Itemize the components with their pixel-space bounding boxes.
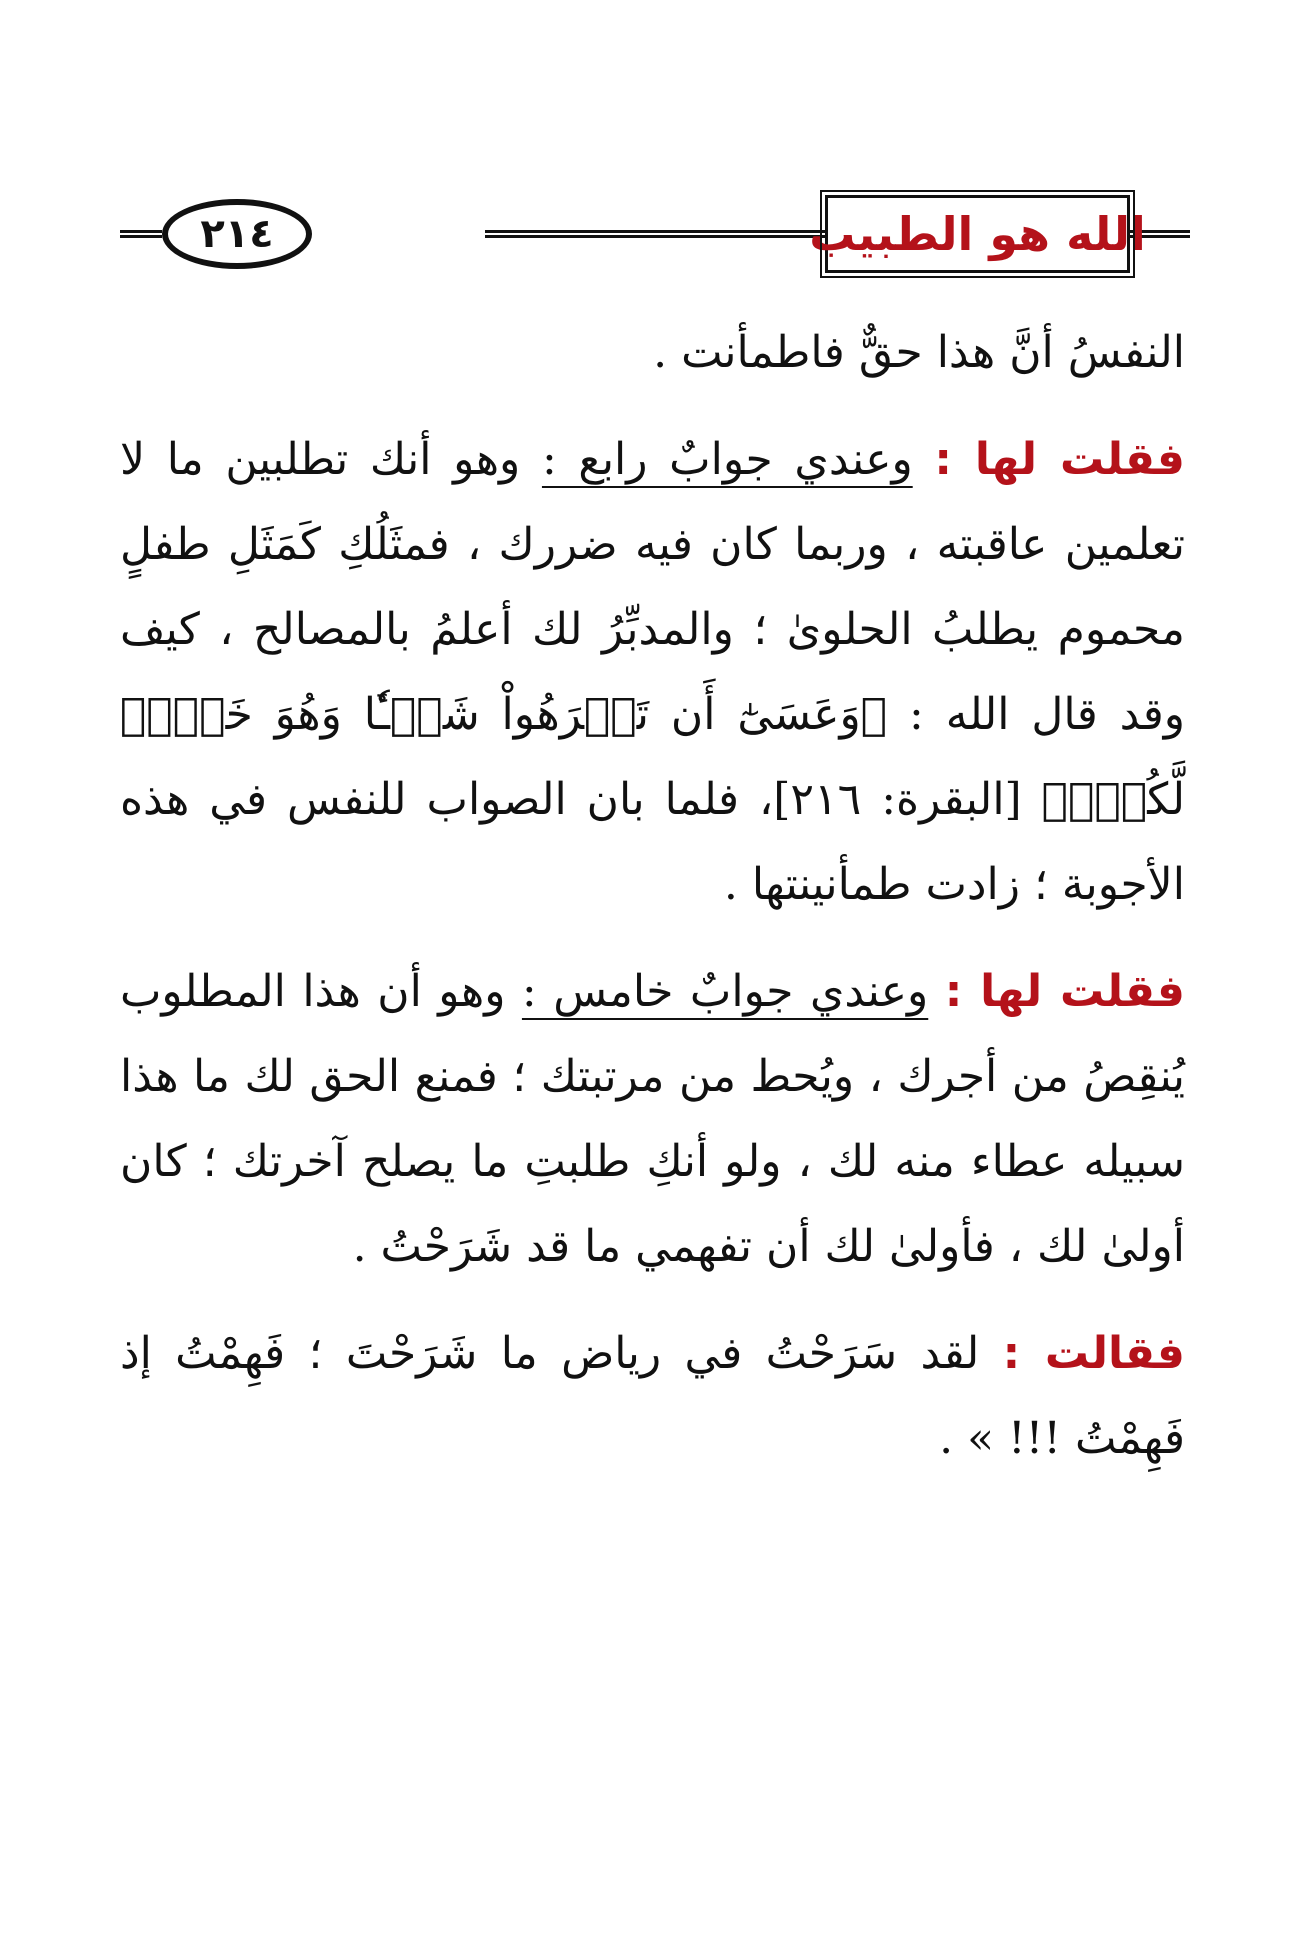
underlined-phrase: وعندي جوابٌ رابع : bbox=[541, 434, 913, 485]
paragraph-2 bbox=[120, 417, 1185, 927]
chapter-title-box bbox=[809, 195, 1146, 273]
page-number: ٢١٤ bbox=[200, 211, 274, 257]
page-body bbox=[120, 310, 1185, 1503]
header-rule-left bbox=[120, 230, 162, 238]
chapter-title: الله هو الطبيب bbox=[809, 207, 1146, 261]
page-number-oval bbox=[162, 199, 312, 269]
paragraph-1 bbox=[120, 310, 1185, 395]
underlined-phrase: وعندي جوابٌ خامس : bbox=[521, 966, 929, 1017]
page-header bbox=[120, 195, 1190, 285]
speaker-label: فقالت : bbox=[1002, 1328, 1185, 1379]
speaker-label: فقلت لها : bbox=[934, 434, 1185, 485]
paragraph-text: وهو أنك تطلبين ما لا تعلمين عاقبته ، وربما كان فيه ضررك ، فمثَلُكِ كَمَثَلِ طفلٍ محموم يطلبُ الحلوىٰ ؛ والمدبِّرُ لك أعلمُ بالمصالح ، كيف وقد قال الله : ﴿وَعَسَىٰٓ أَن تَكۡرَهُواْ شَيۡـٔٗا وَهُوَ خَيۡرٞ لَّكُمۡۖ﴾ [البقرة: ٢١٦]، فلما بان الصواب للنفس في هذه الأجوبة ؛ زادت طمأنينتها . bbox=[120, 434, 1185, 910]
paragraph-text: لقد سَرَحْتُ في رياض ما شَرَحْتَ ؛ فَهِمْتُ إذ فَهِمْتُ !!! » . bbox=[120, 1328, 1185, 1464]
paragraph-3 bbox=[120, 949, 1185, 1289]
paragraph-text: وهو أن هذا المطلوب يُنقِصُ من أجرك ، ويُحط من مرتبتك ؛ فمنع الحق لك ما هذا سبيله عطاء منه لك ، ولو أنكِ طلبتِ ما يصلح آخرتك ؛ كان أولىٰ لك ، فأولىٰ لك أن تفهمي ما قد شَرَحْتُ . bbox=[120, 966, 1185, 1272]
speaker-label: فقلت لها : bbox=[944, 966, 1185, 1017]
paragraph-4 bbox=[120, 1311, 1185, 1481]
header-rule-middle bbox=[500, 230, 530, 238]
paragraph-text: النفسُ أنَّ هذا حقٌّ فاطمأنت . bbox=[653, 327, 1185, 378]
